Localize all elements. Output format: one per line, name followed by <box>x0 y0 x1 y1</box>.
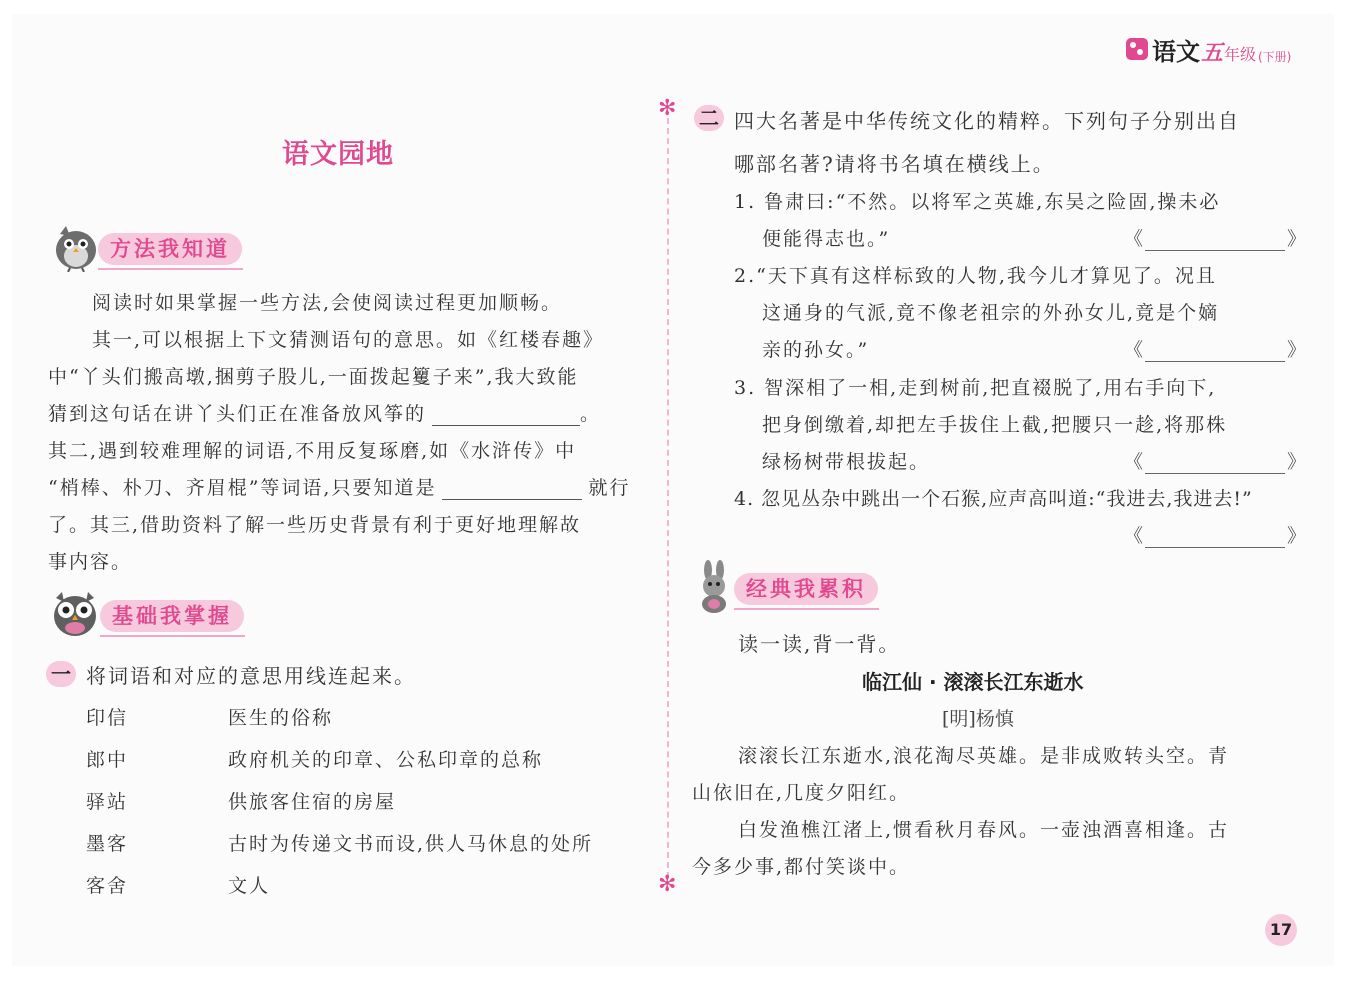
poem-line-1: 滚滚长江东逝水,浪花淘尽英雄。是非成败转头空。青 <box>738 745 1230 767</box>
item-3-line-3: 绿杨树带根拔起。 <box>762 451 931 473</box>
poem-line-2: 山依旧在,几度夕阳红。 <box>692 782 911 804</box>
book-mark-close: 》 <box>1287 525 1307 547</box>
book-mark-close: 》 <box>1287 451 1307 473</box>
question-1-number: 一 <box>46 661 76 687</box>
item-1-line-2: 便能得志也。” <box>762 228 891 250</box>
basic-section-heading: 基础我掌握 <box>100 600 244 632</box>
rabbit-mascot-icon <box>696 560 732 614</box>
fill-blank-1[interactable] <box>432 407 580 426</box>
book-answer-1[interactable] <box>1124 224 1306 251</box>
poem-title: 临江仙 · 滚滚长江东逝水 <box>862 670 1084 694</box>
logo-volume: (下册) <box>1258 50 1292 64</box>
match-word-5[interactable]: 客舍 <box>86 875 129 897</box>
owl-mascot-icon <box>50 588 100 638</box>
question-2-number: 二 <box>694 105 724 131</box>
book-blank[interactable] <box>1145 341 1285 362</box>
poem-line-3: 白发渔樵江渚上,惯看秋月春风。一壶浊酒喜相逢。古 <box>738 819 1230 841</box>
method-section-heading: 方法我知道 <box>98 233 242 265</box>
book-mark-close: 》 <box>1287 228 1307 250</box>
heading-underline <box>734 608 879 610</box>
book-mark-open: 《 <box>1124 451 1144 473</box>
heading-underline <box>100 635 245 637</box>
match-meaning-5[interactable]: 文人 <box>228 875 271 897</box>
logo-grade: 五 <box>1201 41 1224 66</box>
fill-blank-2[interactable] <box>442 481 582 500</box>
classic-section-heading: 经典我累积 <box>734 573 878 605</box>
method-line-4-end: 。 <box>580 403 602 425</box>
heading-underline <box>98 268 243 270</box>
book-answer-4[interactable] <box>1124 521 1306 548</box>
flower-icon: ✻ <box>658 872 677 897</box>
book-blank[interactable] <box>1145 527 1285 548</box>
page-number: 17 <box>1265 914 1297 946</box>
bird-mascot-icon <box>52 222 100 272</box>
match-meaning-4[interactable]: 古时为传递文书而设,供人马休息的处所 <box>228 833 594 855</box>
logo-grade-suffix: 年级 <box>1224 45 1257 64</box>
poem-author: [明]杨慎 <box>942 708 1014 730</box>
match-word-4[interactable]: 墨客 <box>86 833 129 855</box>
method-line-6-text: “梢棒、朴刀、齐眉棍”等词语,只要知道是 <box>48 477 437 499</box>
method-line-5: 其二,遇到较难理解的词语,不用反复琢磨,如《水浒传》中 <box>48 440 577 462</box>
item-2-line-2: 这通身的气派,竟不像老祖宗的外孙女儿,竟是个嫡 <box>762 302 1220 324</box>
question-2-text-line-1: 四大名著是中华传统文化的精粹。下列句子分别出自 <box>734 109 1240 133</box>
poem-line-4: 今多少事,都付笑谈中。 <box>692 856 911 878</box>
item-2-line-1: 2.“天下真有这样标致的人物,我今儿才算见了。况且 <box>734 265 1217 287</box>
match-word-1[interactable]: 印信 <box>86 707 129 729</box>
method-line-4 <box>48 399 601 426</box>
book-answer-3[interactable] <box>1124 447 1306 474</box>
match-word-3[interactable]: 驿站 <box>86 791 129 813</box>
page-title: 语文园地 <box>282 139 394 170</box>
item-2-line-3: 亲的孙女。” <box>762 339 870 361</box>
method-line-6-end: 就行 <box>588 477 631 499</box>
logo-icon <box>1126 38 1148 60</box>
method-line-3: 中“丫头们搬高墩,捆剪子股儿,一面拨起籰子来”,我大致能 <box>48 366 579 388</box>
question-2-text-line-2: 哪部名著?请将书名填在横线上。 <box>734 152 1055 176</box>
book-mark-open: 《 <box>1124 339 1144 361</box>
item-3-line-1: 3. 智深相了一相,走到树前,把直裰脱了,用右手向下, <box>734 377 1217 399</box>
item-1-line-1: 1. 鲁肃曰:“不然。以将军之英雄,东吴之险固,操未必 <box>734 191 1221 213</box>
book-mark-close: 》 <box>1287 339 1307 361</box>
poem-instruction: 读一读,背一背。 <box>738 632 901 656</box>
method-line-2: 其一,可以根据上下文猜测语句的意思。如《红楼春趣》 <box>92 329 605 351</box>
question-1-text: 将词语和对应的意思用线连起来。 <box>86 664 416 688</box>
book-mark-open: 《 <box>1124 525 1144 547</box>
flower-icon: ✻ <box>658 96 677 121</box>
book-blank[interactable] <box>1145 453 1285 474</box>
match-meaning-1[interactable]: 医生的俗称 <box>228 707 334 729</box>
match-meaning-3[interactable]: 供旅客住宿的房屋 <box>228 791 397 813</box>
method-line-4-text: 猜到这句话在讲丫头们正在准备放风筝的 <box>48 403 427 425</box>
match-word-2[interactable]: 郎中 <box>86 749 129 771</box>
book-mark-open: 《 <box>1124 228 1144 250</box>
item-3-line-2: 把身倒缴着,却把左手拔住上截,把腰只一趁,将那株 <box>762 414 1228 436</box>
book-blank[interactable] <box>1145 230 1285 251</box>
method-line-1: 阅读时如果掌握一些方法,会使阅读过程更加顺畅。 <box>92 292 563 314</box>
method-line-6 <box>48 473 630 500</box>
book-answer-2[interactable] <box>1124 335 1306 362</box>
item-4-line-1: 4. 忽见丛杂中跳出一个石猴,应声高叫道:“我进去,我进去!” <box>734 488 1253 510</box>
page-divider <box>667 118 669 878</box>
match-meaning-2[interactable]: 政府机关的印章、公私印章的总称 <box>228 749 544 771</box>
logo-subject: 语文 <box>1152 38 1200 66</box>
method-line-8: 事内容。 <box>48 551 133 573</box>
method-line-7: 了。其三,借助资料了解一些历史背景有利于更好地理解故 <box>48 514 582 536</box>
